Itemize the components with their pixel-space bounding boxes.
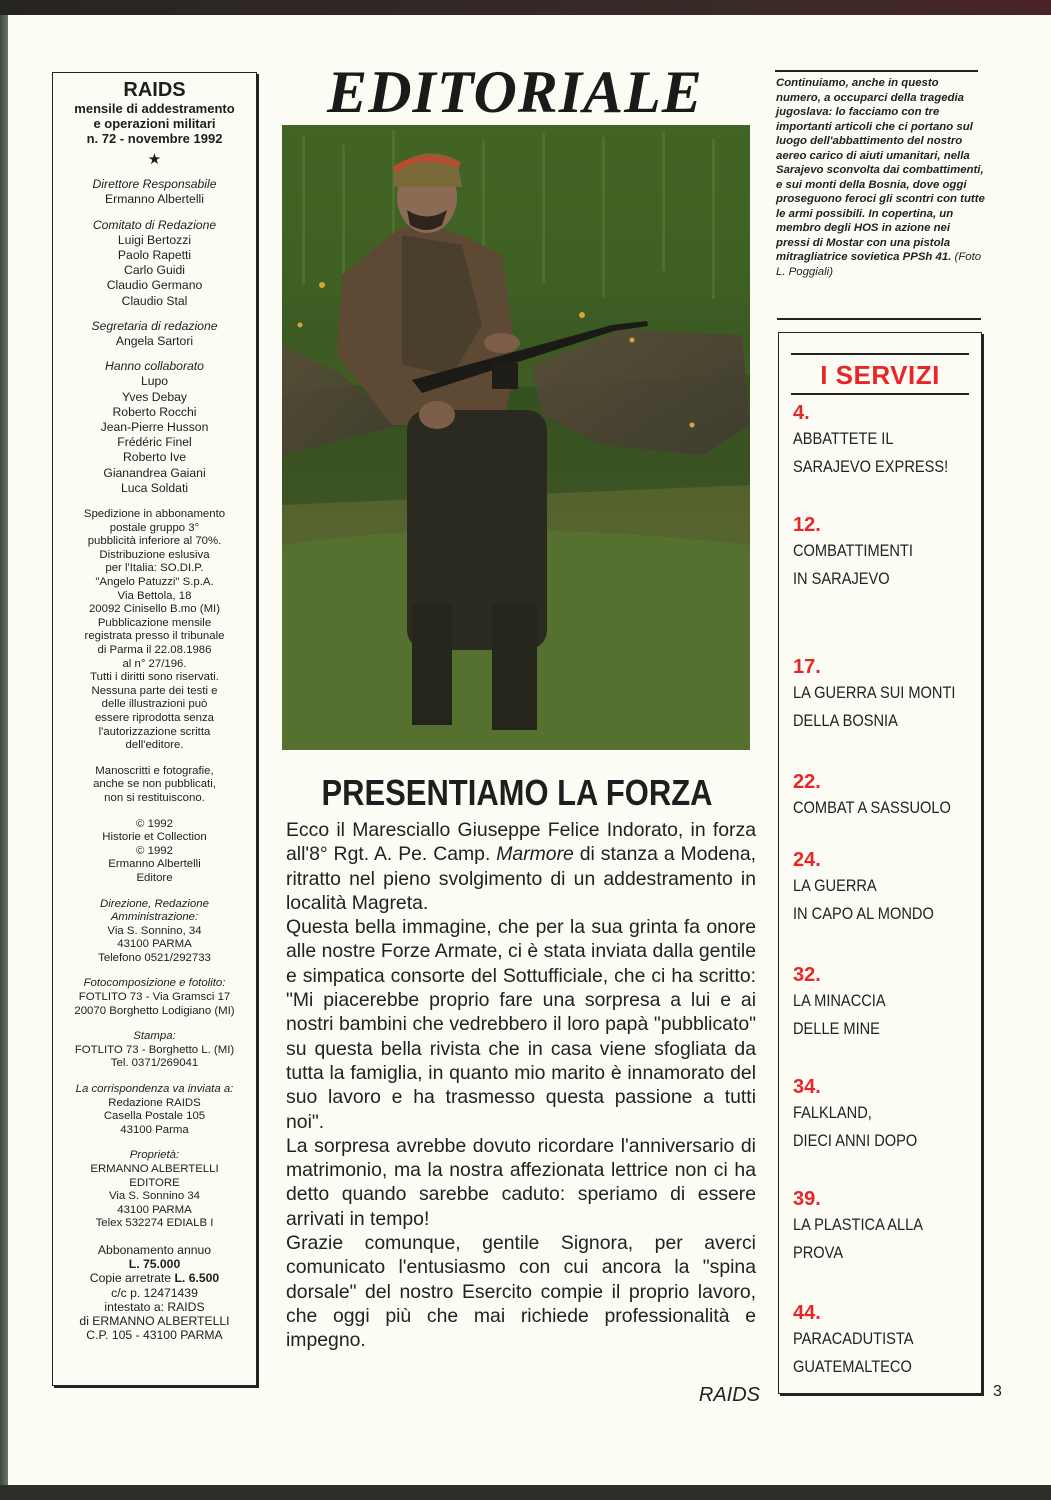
- text-line: intestato a: RAIDS: [104, 1299, 205, 1314]
- article-headline: PRESENTIAMO LA FORZA: [321, 772, 713, 813]
- contents-item[interactable]: [793, 513, 978, 593]
- direttore-label: Direttore Responsabile: [92, 177, 217, 192]
- contents-page-number: 24.: [793, 849, 821, 871]
- abbonamento-label: Abbonamento annuo: [97, 1242, 212, 1257]
- editorial-body: [286, 818, 756, 1353]
- text-line: Spedizione in abbonamento: [83, 508, 226, 521]
- text-line: Manoscritti e fotografie,: [95, 764, 214, 777]
- fotocomposizione-address: [53, 991, 256, 1018]
- text-line: Roberto Rocchi: [112, 404, 197, 419]
- text-line: 20092 Cinisello B.mo (MI): [88, 603, 221, 616]
- proprieta-label: Proprietà:: [129, 1149, 180, 1162]
- contents-item[interactable]: [793, 1301, 978, 1381]
- arretrate-price: L. 6.500: [174, 1271, 220, 1286]
- text-line: anche se non pubblicati,: [93, 778, 216, 791]
- text-line: al n° 27/196.: [122, 657, 187, 670]
- text-line: pubblicità inferiore al 70%.: [87, 535, 222, 548]
- text-line: Pubblicazione mensile: [97, 616, 212, 629]
- stampa-label: Stampa:: [133, 1030, 176, 1043]
- contents-item[interactable]: [793, 1187, 978, 1267]
- corrispondenza-address: [53, 1097, 256, 1138]
- contents-box: [778, 332, 982, 1394]
- section-title: EDITORIALE: [327, 59, 703, 125]
- magazine-title: RAIDS: [123, 79, 186, 101]
- arretrate-label: Copie arretrate: [89, 1271, 175, 1286]
- page-number: 3: [993, 1383, 1002, 1400]
- text-line: Claudio Germano: [106, 278, 203, 293]
- contents-article-title: FALKLAND, DIECI ANNI DOPO: [793, 1103, 918, 1150]
- divider: [777, 318, 981, 320]
- paragraph: La sorpresa avrebbe dovuto ricordare l'anniversario di matrimonio, ma la nostra affezionata lettrice non ci ha detto quando sarebbe caduto: speriamo di essere arrivati in tempo!: [286, 1134, 756, 1230]
- collaboratori-list: [53, 374, 256, 496]
- arretrate-line: [53, 1271, 256, 1285]
- contents-article-title: LA PLASTICA ALLA PROVA: [793, 1215, 924, 1262]
- soldier-photo-illustration: [282, 125, 750, 750]
- text-line: © 1992: [136, 817, 173, 830]
- text-line: EDITORE: [129, 1176, 180, 1189]
- issue-intro: [776, 76, 986, 279]
- subtitle-line: mensile di addestramento: [74, 101, 235, 116]
- masthead-box: [52, 72, 257, 1386]
- contents-article-title: COMBAT A SASSUOLO: [793, 798, 951, 817]
- text-line: 20070 Borghetto Lodigiano (MI): [74, 1004, 235, 1017]
- paragraph-text: Ecco il Maresciallo Giuseppe Felice Indorato, in forza all'8° Rgt. A. Pe. Camp.: [286, 819, 756, 866]
- text-line: di Parma il 22.08.1986: [97, 644, 212, 656]
- direzione-section: [53, 898, 256, 966]
- soldier-photo: [282, 125, 750, 750]
- direttore-name: Ermanno Albertelli: [105, 192, 204, 207]
- subtitle-line: e operazioni militari: [93, 116, 216, 131]
- photo-credit: (Foto L. Poggiali): [776, 251, 982, 278]
- text-line: Tel. 0371/269041: [110, 1057, 199, 1070]
- text-line: essere riprodotta senza: [94, 711, 215, 724]
- text-line: postale gruppo 3°: [109, 521, 200, 534]
- contents-item[interactable]: [793, 1075, 978, 1155]
- divider: [791, 353, 969, 355]
- text-line: Gianandrea Gaiani: [103, 465, 206, 480]
- contents-article-title: LA MINACCIA DELLE MINE: [793, 991, 886, 1038]
- collaboratori-label: Hanno collaborato: [105, 359, 204, 374]
- divider: [791, 393, 969, 395]
- contents-page-number: 34.: [793, 1076, 821, 1098]
- comitato-label: Comitato di Redazione: [92, 217, 217, 232]
- contents-page-number: 12.: [793, 514, 821, 536]
- text-line: Yves Debay: [121, 389, 188, 404]
- text-line: FOTLITO 73 - Via Gramsci 17: [78, 991, 231, 1004]
- text-line: Frédéric Finel: [117, 435, 192, 450]
- contents-article-title: LA GUERRA IN CAPO AL MONDO: [793, 876, 934, 923]
- text-line: Carlo Guidi: [124, 263, 185, 278]
- copyright-notice: [53, 818, 256, 886]
- abbonamento-section: [53, 1243, 256, 1342]
- proprieta-address: [53, 1163, 256, 1231]
- abbonamento-price: L. 75.000: [128, 1257, 181, 1272]
- text-line: Luigi Bertozzi: [117, 232, 192, 247]
- text-line: Amministrazione:: [110, 911, 199, 924]
- magazine-spine: [0, 15, 8, 1485]
- payment-info: [53, 1286, 256, 1343]
- text-line: Roberto Ive: [122, 450, 186, 465]
- direzione-address: [53, 925, 256, 966]
- corrispondenza-section: [53, 1083, 256, 1137]
- text-line: registrata presso il tribunale: [84, 630, 225, 643]
- text-line: di ERMANNO ALBERTELLI: [79, 1313, 230, 1328]
- text-line: Tutti i diritti sono riservati.: [90, 671, 219, 684]
- text-line: Historie et Collection: [102, 831, 207, 844]
- text-line: © 1992: [136, 844, 173, 857]
- text-line: 43100 Parma: [120, 1123, 189, 1136]
- paragraph: Grazie comunque, gentile Signora, per averci comunicato l'entusiasmo con cui ancora la "spina dorsale" del nostro Esercito compie il proprio lavoro, che oggi più che mai richiede professionalità e impegno.: [286, 1232, 756, 1352]
- text-line: Ermanno Albertelli: [108, 858, 201, 871]
- text-line: Via Bettola, 18: [117, 589, 192, 602]
- text-line: Lupo: [140, 374, 169, 389]
- text-line: 43100 PARMA: [117, 938, 192, 951]
- contents-page-number: 22.: [793, 771, 821, 793]
- contents-page-number: 4.: [793, 402, 810, 424]
- text-line: FOTLITO 73 - Borghetto L. (MI): [74, 1043, 235, 1056]
- scan-top-edge: [0, 0, 1051, 16]
- text-line: Claudio Stal: [121, 293, 188, 308]
- text-line: Editore: [136, 871, 173, 884]
- comitato-list: [53, 233, 256, 309]
- contents-item[interactable]: [793, 848, 978, 928]
- text-line: "Angelo Patuzzi" S.p.A.: [95, 576, 214, 589]
- contents-page-number: 44.: [793, 1302, 821, 1324]
- signature: RAIDS: [698, 1384, 760, 1406]
- contents-item[interactable]: [793, 963, 978, 1043]
- divider: [775, 70, 978, 72]
- contents-article-title: COMBATTIMENTI IN SARAJEVO: [793, 541, 913, 588]
- fotocomposizione-label: Fotocomposizione e fotolito:: [83, 977, 226, 990]
- contents-article-title: ABBATTETE IL SARAJEVO EXPRESS!: [793, 429, 949, 476]
- text-line: dell'editore.: [125, 739, 184, 752]
- contents-item[interactable]: [793, 401, 978, 481]
- text-line: Casella Postale 105: [103, 1110, 206, 1123]
- contents-page-number: 32.: [793, 964, 821, 986]
- contents-page-number: 39.: [793, 1188, 821, 1210]
- text-line: Direzione, Redazione: [100, 897, 209, 910]
- paragraph: [286, 818, 756, 915]
- text-line: Via S. Sonnino, 34: [107, 924, 202, 937]
- segretaria-label: Segretaria di redazione: [91, 318, 218, 333]
- contents-article-title: PARACADUTISTA GUATEMALTECO: [793, 1329, 914, 1376]
- intro-text: Continuiamo, anche in questo numero, a occuparci della tragedia jugoslava: lo facciamo con tre importanti articoli che ci portano sul luogo dell'abbattimento del nostro aereo carico di aiuti umanitari, nella Sarajevo sconvolta dai combattimenti, e sui monti della Bosnia, dove oggi proseguono feroci gli scontri con tutte le armi possibili. In copertina, un membro degli HOS in azione nei pressi di Mostar con una pistola mitragliatrice sovietica PPSh 41.: [776, 77, 985, 263]
- text-line: C.P. 105 - 43100 PARMA: [86, 1328, 223, 1343]
- fotocomposizione-section: [53, 977, 256, 1018]
- text-line: per l'Italia: SO.DI.P.: [105, 562, 204, 575]
- text-line: delle illustrazioni può: [101, 698, 208, 711]
- stampa-address: [53, 1044, 256, 1071]
- text-line: Nessuna parte dei testi e: [91, 684, 218, 697]
- manoscritti-notice: [53, 765, 256, 806]
- paragraph: Questa bella immagine, che per la sua grinta fa onore alle nostre Forze Armate, ci è stata inviata dalla gentile e simpatica consorte del Sottufficiale, che ci ha scritto: "Mi piacerebbe proprio fare una sorpresa a lui e ai nostri bambini che vedrebbero il loro papà "pubblicato" su questa bella rivista che in casa viene sfogliata da tutta la famiglia, in quanto mio marito è innamorato del suo lavoro e ha trasmesso questa passione a tutti noi".: [286, 916, 756, 1133]
- text-line: Via S. Sonnino 34: [109, 1190, 200, 1203]
- text-line: Redazione RAIDS: [108, 1096, 201, 1109]
- text-line: Jean-Pierre Husson: [100, 420, 209, 435]
- paragraph-text: di stanza a Modena, ritratto nel pieno svolgimento di un addestramento in località Magreta.: [286, 843, 756, 914]
- text-line: ERMANNO ALBERTELLI: [90, 1163, 219, 1175]
- text-line: Distribuzione eslusiva: [99, 548, 210, 561]
- contents-page-number: 17.: [793, 656, 821, 678]
- text-line: Telex 532274 EDIALB I: [95, 1217, 214, 1230]
- corrispondenza-label: La corrispondenza va inviata a:: [75, 1083, 234, 1096]
- contents-title: I SERVIZI: [820, 360, 940, 390]
- scan-bottom-edge: [0, 1485, 1051, 1500]
- star-icon: ★: [147, 151, 162, 168]
- text-line: l'autorizzazione scritta: [98, 725, 211, 738]
- contents-item[interactable]: [793, 655, 978, 735]
- text-line: c/c p. 12471439: [111, 1285, 198, 1300]
- text-line: non si restituiscono.: [104, 791, 205, 804]
- text-line: 43100 PARMA: [117, 1203, 192, 1216]
- direzione-label: [53, 898, 256, 925]
- masthead-subtitle: [53, 101, 256, 146]
- contents-article-title: LA GUERRA SUI MONTI DELLA BOSNIA: [793, 683, 956, 730]
- text-line: Paolo Rapetti: [117, 248, 192, 263]
- issue-info: n. 72 - novembre 1992: [86, 131, 223, 146]
- legal-notice: [53, 508, 256, 753]
- text-line: Luca Soldati: [120, 480, 189, 495]
- regiment-name: Marmore: [496, 843, 574, 866]
- stampa-section: [53, 1030, 256, 1071]
- contents-item[interactable]: [793, 770, 978, 822]
- segretaria-name: Angela Sartori: [115, 334, 194, 349]
- text-line: Telefono 0521/292733: [98, 951, 211, 964]
- proprieta-section: [53, 1149, 256, 1231]
